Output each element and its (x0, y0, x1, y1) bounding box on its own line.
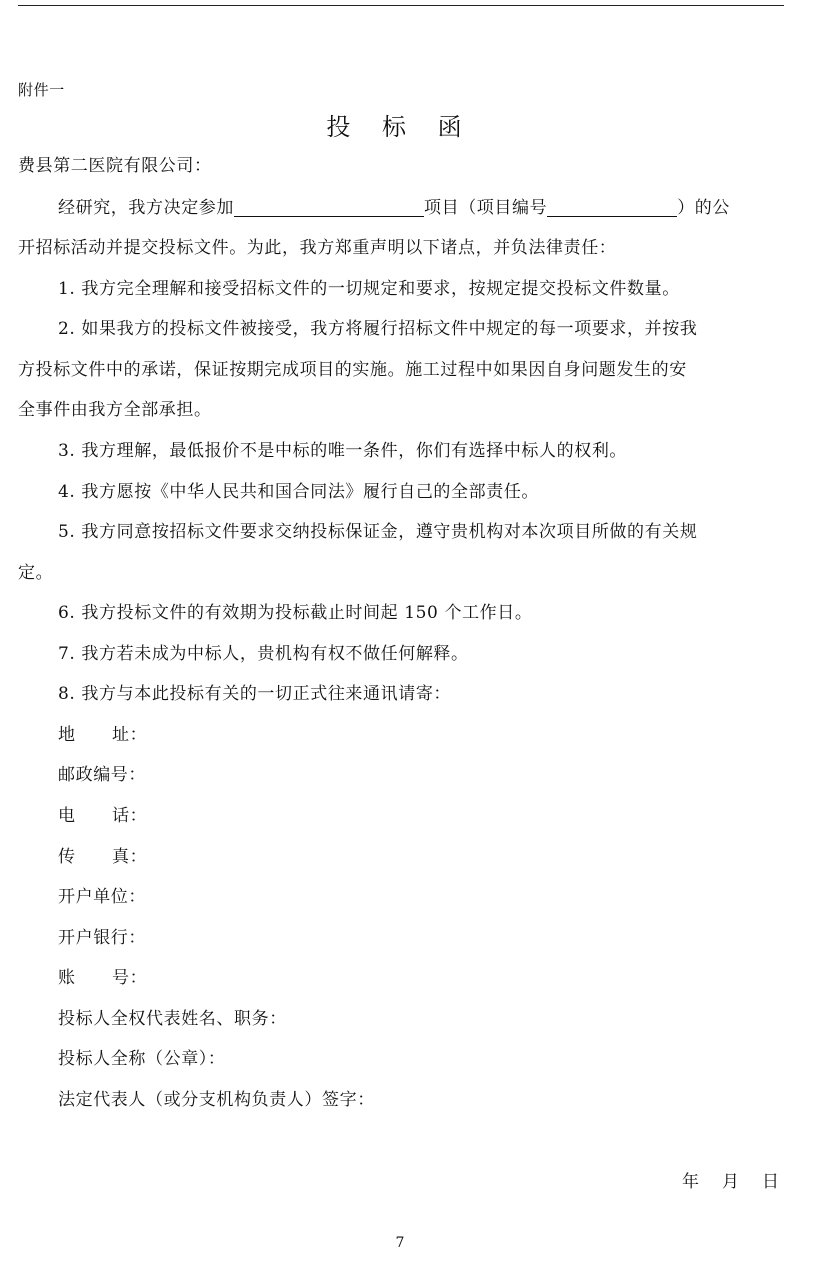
account-label-a: 账 (58, 968, 76, 988)
date-line (682, 1167, 780, 1192)
contact-account-number (58, 966, 786, 990)
item-2-line-3: 全事件由我方全部承担。 (18, 400, 212, 420)
contact-fax (58, 845, 786, 869)
page-title: 投 标 函 (326, 113, 474, 141)
date-day: 日 (762, 1172, 780, 1192)
intro-part-1: 经研究，我方决定参加 (58, 198, 234, 218)
addressee: 费县第二医院有限公司： (18, 156, 212, 176)
signature-representative: 投标人全权代表姓名、职务： (58, 1009, 287, 1029)
phone-label-b: 话： (112, 806, 148, 826)
item-6: 6. 我方投标文件的有效期为投标截止时间起 150 个工作日。 (58, 603, 533, 623)
item-3: 3. 我方理解，最低报价不是中标的唯一条件，你们有选择中标人的权利。 (58, 441, 628, 461)
page-number: 7 (395, 1235, 405, 1251)
contact-bank: 开户银行： (58, 928, 146, 948)
signature-legal: 法定代表人（或分支机构负责人）签字： (58, 1090, 375, 1110)
signature-fullname: 投标人全称（公章）： (58, 1049, 226, 1069)
intro-line-1 (58, 196, 786, 220)
intro-line-2: 开招标活动并提交投标文件。为此，我方郑重声明以下诸点，并负法律责任： (18, 238, 617, 258)
phone-label-a: 电 (58, 806, 76, 826)
item-5-line-1: 5. 我方同意按招标文件要求交纳投标保证金，遵守贵机构对本次项目所做的有关规 (58, 522, 698, 542)
fax-label-b: 真： (112, 847, 148, 867)
attachment-label: 附件一 (18, 81, 65, 99)
date-year: 年 (682, 1172, 700, 1192)
project-name-blank (234, 198, 424, 217)
item-2-line-1: 2. 如果我方的投标文件被接受，我方将履行招标文件中规定的每一项要求，并按我 (58, 319, 698, 339)
address-label-b: 址： (112, 725, 148, 745)
item-2-line-2: 方投标文件中的承诺，保证按期完成项目的实施。施工过程中如果因自身问题发生的安 (18, 360, 687, 380)
contact-phone (58, 804, 786, 828)
intro-part-2: 项目（项目编号 (424, 198, 548, 218)
item-1: 1. 我方完全理解和接受招标文件的一切规定和要求，按规定提交投标文件数量。 (58, 279, 680, 299)
date-month: 月 (722, 1172, 740, 1192)
contact-postcode: 邮政编号： (58, 765, 146, 785)
contact-account-unit: 开户单位： (58, 887, 146, 907)
account-label-b: 号： (112, 968, 148, 988)
project-number-blank (547, 198, 677, 217)
item-8: 8. 我方与本此投标有关的一切正式往来通讯请寄： (58, 684, 452, 704)
intro-part-3: ）的公 (677, 198, 731, 218)
contact-address (58, 723, 786, 747)
item-5-line-2: 定。 (18, 563, 54, 583)
top-rule (18, 5, 784, 6)
fax-label-a: 传 (58, 847, 76, 867)
address-label-a: 地 (58, 725, 76, 745)
item-7: 7. 我方若未成为中标人，贵机构有权不做任何解释。 (58, 644, 469, 664)
item-4: 4. 我方愿按《中华人民共和国合同法》履行自己的全部责任。 (58, 482, 540, 502)
